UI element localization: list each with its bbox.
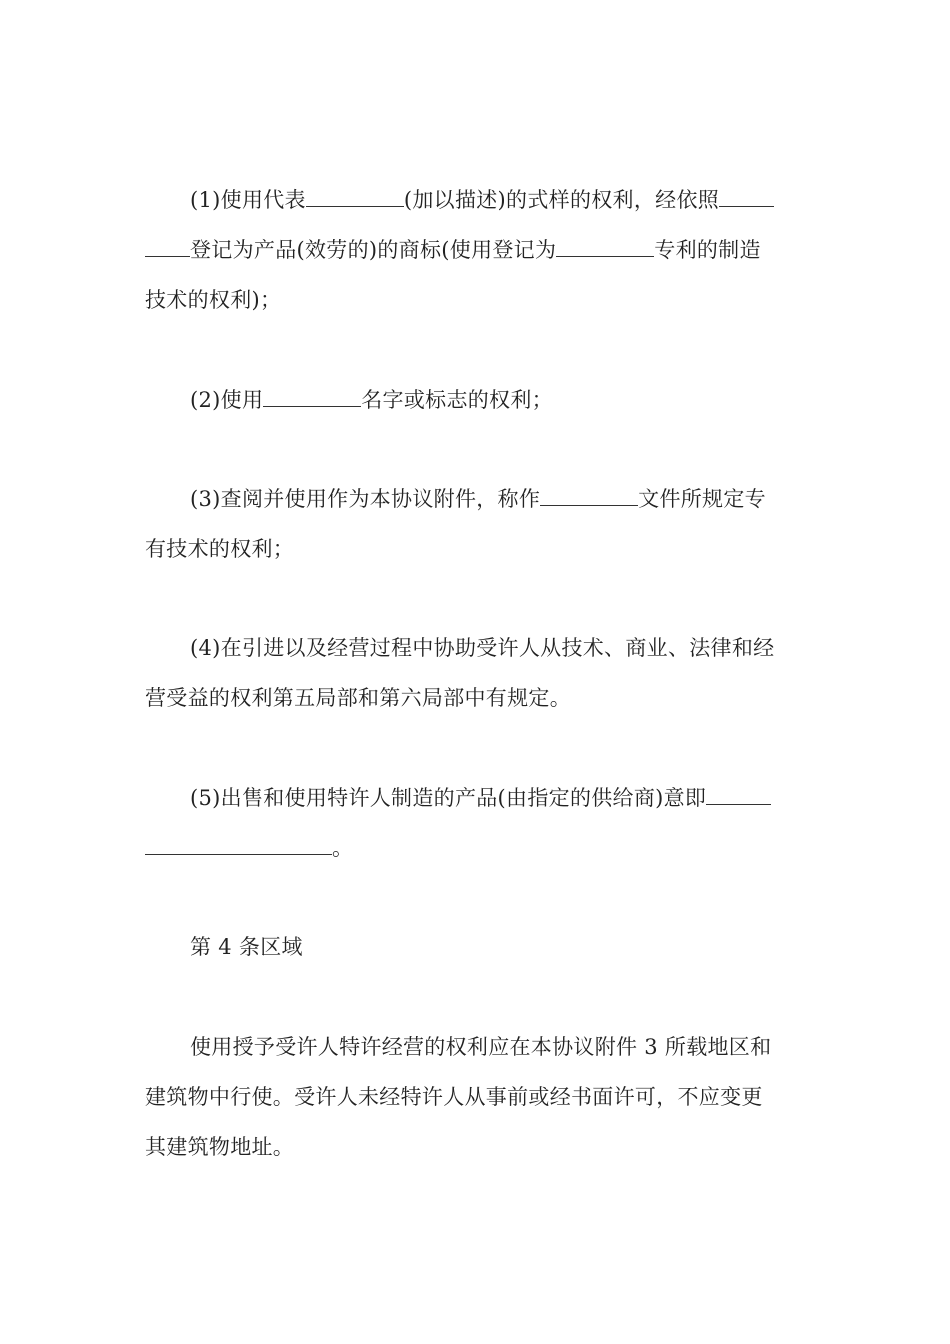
clause-item-5	[145, 773, 810, 873]
fill-in-blank	[540, 487, 638, 506]
text-segment: 专利的制造	[654, 238, 761, 262]
text-segment: 营受益的权利第五局部和第六局部中有规定。	[145, 686, 571, 710]
text-segment: (加以描述)的式样的权利，经依照	[403, 188, 720, 212]
fill-in-blank	[719, 188, 774, 207]
text-segment: (3)查阅并使用作为本协议附件，称作	[190, 487, 541, 511]
clause-item-4	[145, 623, 810, 723]
fill-in-blank	[706, 786, 771, 805]
text-segment: 使用授予受许人特许经营的权利应在本协议附件 3 所载地区和	[190, 1035, 772, 1059]
text-segment: 登记为产品(效劳的)的商标(使用登记为	[190, 238, 557, 262]
clause-item-1	[145, 175, 810, 325]
fill-in-blank	[145, 836, 332, 855]
fill-in-blank	[556, 238, 654, 257]
text-segment: (1)使用代表	[190, 188, 306, 212]
fill-in-blank	[306, 188, 404, 207]
clause-item-3	[145, 474, 810, 574]
clause-item-2	[145, 375, 810, 425]
text-segment: 。	[332, 836, 354, 860]
text-segment: 技术的权利)；	[145, 288, 282, 312]
fill-in-blank	[263, 388, 361, 407]
section-heading	[145, 922, 810, 972]
text-segment: (4)在引进以及经营过程中协助受许人从技术、商业、法律和经	[190, 636, 775, 660]
section-body	[145, 1022, 810, 1172]
text-segment: 文件所规定专	[638, 487, 766, 511]
heading-text: 第 4 条区域	[190, 935, 303, 959]
fill-in-blank	[145, 238, 190, 257]
text-segment: 有技术的权利；	[145, 537, 295, 561]
text-segment: 建筑物中行使。受许人未经特许人从事前或经书面许可，不应变更	[145, 1085, 763, 1109]
text-segment: (5)出售和使用特许人制造的产品(由指定的供给商)意即	[190, 786, 707, 810]
text-segment: 其建筑物地址。	[145, 1135, 295, 1159]
text-segment: (2)使用	[190, 388, 264, 412]
text-segment: 名字或标志的权利；	[361, 388, 553, 412]
